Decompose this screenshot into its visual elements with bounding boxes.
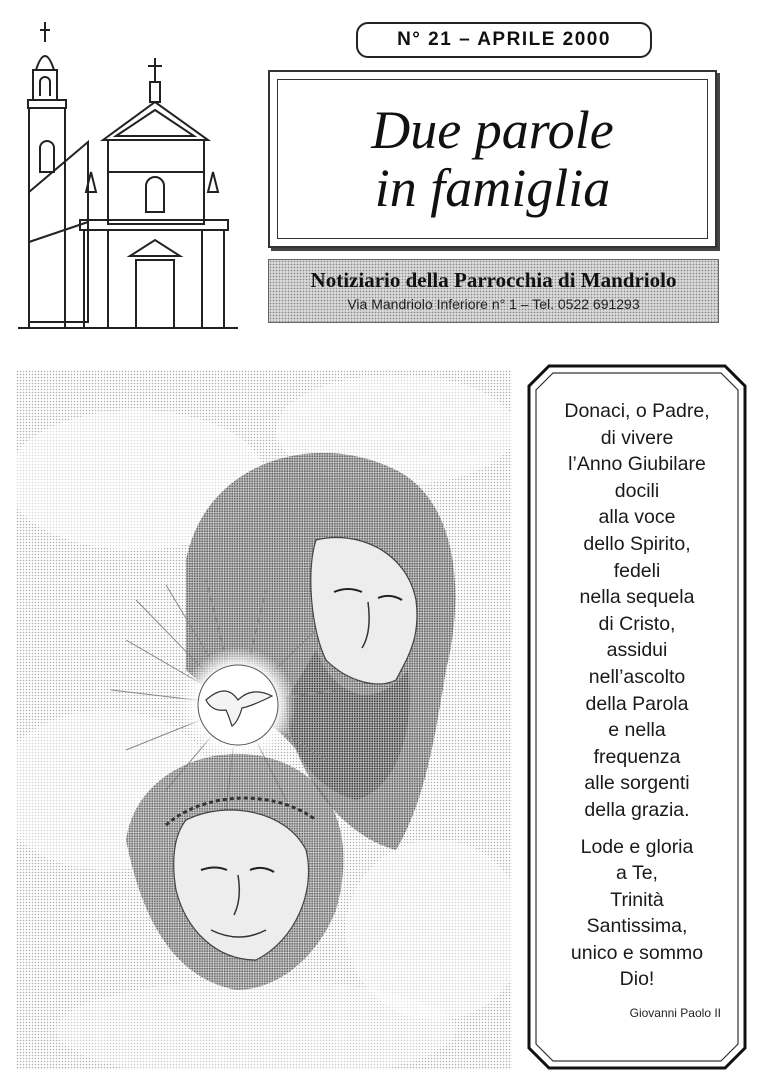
trinity-artwork [16,370,512,1070]
prayer-line: alla voce [598,506,676,529]
prayer-author: Giovanni Paolo II [629,1006,721,1020]
prayer-box [527,364,747,1070]
prayer-line: fedeli [613,559,661,582]
prayer-line: della Parola [585,692,689,715]
prayer-line: dello Spirito, [583,532,691,555]
church-drawing-icon [18,22,238,332]
prayer-line: frequenza [593,745,681,768]
closing-line: a Te, [616,862,658,885]
holy-trinity-icon [16,370,512,1070]
closing-line: Dio! [619,968,655,991]
closing-line: Santissima, [586,915,688,938]
church-illustration [18,22,238,332]
prayer-line: di vivere [600,426,674,449]
prayer-line: nell’ascolto [588,665,686,688]
prayer-line: alle sorgenti [584,772,690,795]
prayer-line: della grazia. [584,798,690,821]
closing-line: Trinità [610,888,664,911]
prayer-text [545,398,729,993]
closing-line: unico e sommo [570,941,704,964]
prayer-line: di Cristo, [598,612,676,635]
issue-badge: N° 21 – APRILE 2000 [356,22,652,58]
title-line-1: Due parole [371,100,614,160]
closing-line: Lode e gloria [580,835,694,858]
prayer-line: nella sequela [579,586,695,609]
parish-address: Via Mandriolo Inferiore n° 1 – Tel. 0522 691293 [347,296,640,312]
title-line-2: in famiglia [374,158,611,218]
masthead-title-box [268,70,717,248]
parish-info-band [268,259,719,323]
prayer-line: docili [614,479,660,502]
stanza-gap [545,824,729,834]
prayer-line: e nella [608,719,666,742]
prayer-line: l’Anno Giubilare [568,453,706,476]
prayer-line: assidui [606,639,668,662]
parish-name: Notiziario della Parrocchia di Mandriolo [310,268,677,292]
prayer-line: Donaci, o Padre, [564,400,710,422]
